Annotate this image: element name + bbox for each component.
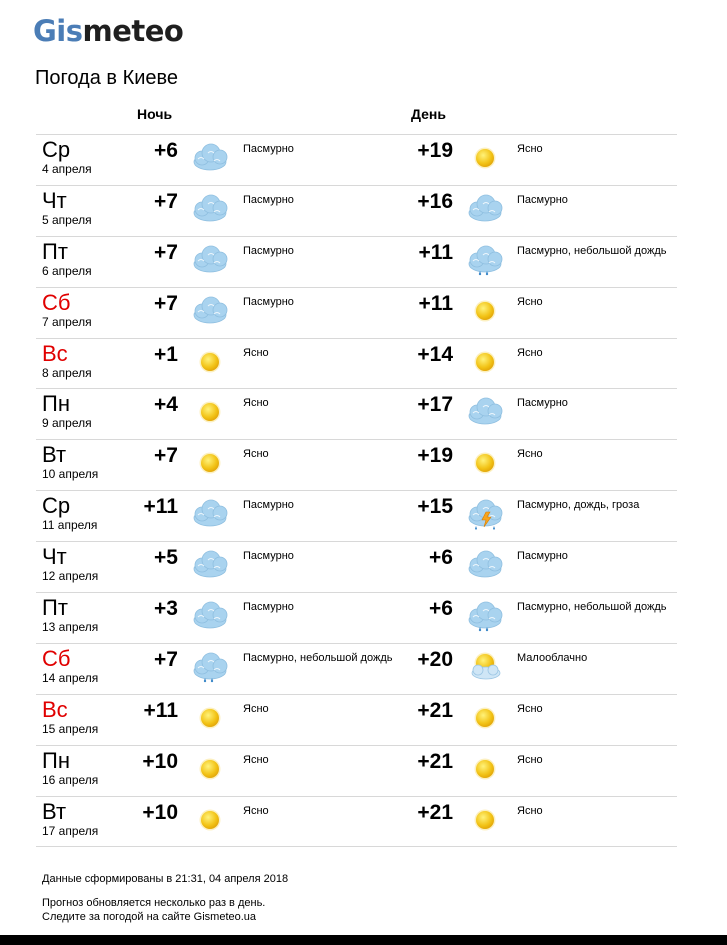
night-temperature: +5 bbox=[154, 546, 178, 570]
date-label: 10 апреля bbox=[42, 467, 99, 482]
night-temperature: +10 bbox=[142, 800, 178, 824]
footer-updates-text: Прогноз обновляется несколько раз в день. bbox=[42, 897, 266, 909]
day-of-week: Пт bbox=[42, 595, 68, 621]
night-description: Ясно bbox=[243, 702, 269, 715]
overcast-icon bbox=[190, 597, 230, 633]
day-temperature: +15 bbox=[417, 495, 453, 519]
night-temperature: +7 bbox=[154, 189, 178, 213]
night-temperature: +11 bbox=[143, 495, 178, 519]
day-of-week: Сб bbox=[42, 289, 71, 315]
overcast-icon bbox=[190, 495, 230, 531]
night-description: Пасмурно bbox=[243, 244, 294, 257]
day-of-week: Вт bbox=[42, 798, 67, 824]
day-of-week: Пн bbox=[42, 747, 70, 773]
night-temperature: +7 bbox=[154, 240, 178, 264]
day-description: Пасмурно, дождь, гроза bbox=[517, 499, 640, 512]
forecast-row bbox=[36, 186, 677, 237]
night-description: Ясно bbox=[243, 448, 269, 461]
night-temperature: +1 bbox=[154, 342, 178, 366]
day-description: Ясно bbox=[517, 295, 543, 308]
logo-part-gis: Gis bbox=[33, 14, 83, 48]
day-of-week: Пт bbox=[42, 238, 68, 264]
overcast-icon bbox=[465, 546, 505, 582]
forecast-row bbox=[36, 542, 677, 593]
day-temperature: +19 bbox=[417, 444, 453, 468]
date-label: 13 апреля bbox=[42, 620, 99, 635]
day-of-week: Чт bbox=[42, 544, 67, 570]
night-description: Ясно bbox=[243, 397, 269, 410]
night-temperature: +7 bbox=[154, 291, 178, 315]
forecast-row bbox=[36, 339, 677, 390]
overcast-icon bbox=[465, 190, 505, 226]
day-temperature: +6 bbox=[429, 546, 453, 570]
forecast-table bbox=[36, 134, 677, 847]
footer-generated-text: Данные сформированы в 21:31, 04 апреля 2018 bbox=[42, 873, 289, 885]
partly-cloudy-icon bbox=[465, 648, 505, 684]
sun-icon bbox=[190, 750, 230, 786]
forecast-row bbox=[36, 797, 677, 848]
overcast-icon bbox=[465, 393, 505, 429]
forecast-row bbox=[36, 440, 677, 491]
forecast-row bbox=[36, 695, 677, 746]
day-temperature: +21 bbox=[417, 698, 453, 722]
date-label: 6 апреля bbox=[42, 263, 92, 278]
sun-icon bbox=[190, 699, 230, 735]
date-label: 5 апреля bbox=[42, 212, 92, 227]
day-temperature: +20 bbox=[417, 647, 453, 671]
night-description: Ясно bbox=[243, 753, 269, 766]
day-description: Ясно bbox=[517, 143, 543, 155]
bottom-bar bbox=[0, 935, 727, 945]
sun-icon bbox=[465, 699, 505, 735]
sun-icon bbox=[190, 801, 230, 837]
night-temperature: +3 bbox=[154, 597, 178, 621]
date-label: 15 апреля bbox=[42, 721, 99, 736]
day-of-week: Пн bbox=[42, 391, 70, 417]
date-label: 17 апреля bbox=[42, 823, 99, 838]
day-of-week: Чт bbox=[42, 187, 67, 213]
light-rain-icon bbox=[465, 241, 505, 277]
day-description: Малооблачно bbox=[517, 651, 588, 664]
day-of-week: Ср bbox=[42, 137, 71, 162]
night-description: Пасмурно bbox=[243, 295, 294, 308]
footer-follow-text: Следите за погодой на сайте Gismeteo.ua bbox=[42, 911, 257, 923]
sun-icon bbox=[190, 393, 230, 429]
logo-part-meteo: meteo bbox=[82, 14, 184, 48]
light-rain-icon bbox=[190, 648, 230, 684]
day-description: Пасмурно bbox=[517, 397, 568, 410]
day-of-week: Сб bbox=[42, 645, 71, 671]
night-description: Пасмурно bbox=[243, 550, 294, 563]
night-column-header: Ночь bbox=[137, 106, 173, 122]
date-label: 12 апреля bbox=[42, 569, 99, 584]
night-description: Ясно bbox=[243, 804, 269, 817]
forecast-row bbox=[36, 389, 677, 440]
day-temperature: +19 bbox=[417, 139, 453, 162]
thunderstorm-icon bbox=[465, 495, 505, 531]
day-description: Ясно bbox=[517, 702, 543, 715]
sun-icon bbox=[190, 343, 230, 379]
sun-icon bbox=[465, 801, 505, 837]
date-label: 4 апреля bbox=[42, 162, 92, 176]
night-description: Пасмурно bbox=[243, 193, 294, 206]
gismeteo-logo bbox=[33, 14, 183, 48]
sun-icon bbox=[465, 343, 505, 379]
forecast-row bbox=[36, 491, 677, 542]
forecast-row bbox=[36, 288, 677, 339]
day-temperature: +16 bbox=[417, 189, 453, 213]
day-temperature: +17 bbox=[417, 393, 453, 417]
forecast-row bbox=[36, 237, 677, 288]
night-temperature: +11 bbox=[143, 698, 178, 722]
overcast-icon bbox=[190, 546, 230, 582]
date-label: 16 апреля bbox=[42, 772, 99, 787]
night-temperature: +7 bbox=[154, 647, 178, 671]
sun-icon bbox=[190, 444, 230, 480]
forecast-row bbox=[36, 644, 677, 695]
day-of-week: Вт bbox=[42, 442, 67, 468]
light-rain-icon bbox=[465, 597, 505, 633]
day-temperature: +14 bbox=[417, 342, 453, 366]
night-temperature: +7 bbox=[154, 444, 178, 468]
overcast-icon bbox=[190, 292, 230, 328]
day-column-header: День bbox=[411, 106, 446, 122]
day-temperature: +21 bbox=[417, 749, 453, 773]
day-description: Ясно bbox=[517, 448, 543, 461]
night-description: Пасмурно bbox=[243, 499, 294, 512]
overcast-icon bbox=[190, 241, 230, 277]
sun-icon bbox=[465, 444, 505, 480]
day-of-week: Ср bbox=[42, 493, 71, 519]
day-of-week: Вс bbox=[42, 696, 68, 722]
day-temperature: +11 bbox=[418, 240, 453, 264]
night-temperature: +4 bbox=[154, 393, 178, 417]
date-label: 14 апреля bbox=[42, 670, 99, 685]
night-description: Пасмурно bbox=[243, 143, 294, 155]
day-description: Ясно bbox=[517, 804, 543, 817]
day-temperature: +11 bbox=[418, 291, 453, 315]
sun-icon bbox=[465, 750, 505, 786]
forecast-row bbox=[36, 135, 677, 186]
day-description: Пасмурно bbox=[517, 193, 568, 206]
day-description: Ясно bbox=[517, 753, 543, 766]
night-description: Пасмурно, небольшой дождь bbox=[243, 651, 393, 664]
night-description: Пасмурно bbox=[243, 601, 294, 614]
day-description: Пасмурно, небольшой дождь bbox=[517, 244, 667, 257]
day-temperature: +21 bbox=[417, 800, 453, 824]
night-temperature: +10 bbox=[142, 749, 178, 773]
sun-icon bbox=[465, 292, 505, 328]
forecast-row bbox=[36, 746, 677, 797]
date-label: 11 апреля bbox=[42, 518, 98, 533]
day-description: Пасмурно, небольшой дождь bbox=[517, 601, 667, 614]
sun-icon bbox=[465, 139, 505, 175]
day-description: Ясно bbox=[517, 346, 543, 359]
overcast-icon bbox=[190, 139, 230, 175]
day-of-week: Вс bbox=[42, 340, 68, 366]
day-temperature: +6 bbox=[429, 597, 453, 621]
page-title: Погода в Киеве bbox=[35, 67, 179, 89]
night-description: Ясно bbox=[243, 346, 269, 359]
date-label: 8 апреля bbox=[42, 365, 92, 380]
date-label: 7 апреля bbox=[42, 314, 92, 329]
night-temperature: +6 bbox=[154, 139, 178, 162]
forecast-row bbox=[36, 593, 677, 644]
date-label: 9 апреля bbox=[42, 416, 92, 431]
day-description: Пасмурно bbox=[517, 550, 568, 563]
overcast-icon bbox=[190, 190, 230, 226]
